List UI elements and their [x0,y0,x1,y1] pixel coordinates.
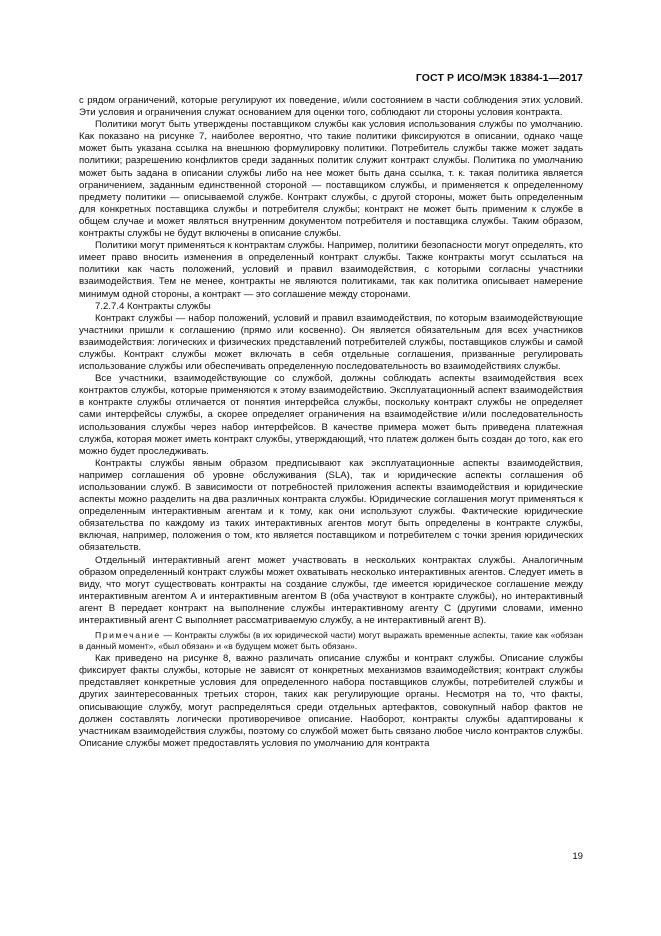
page-number: 19 [572,851,583,862]
body-paragraph: Все участники, взаимодействующие со службой, должны соблюдать аспекты взаимодействия всех контрактов службы, которые применяются к этому взаимодействию. Эксплуатационный аспект взаимодействия в контракте службы отличается от понятия интерфейса службы, поскольку контракт службы не определяет сами интерфейсы службы, а скорее определяет ограничения на взаимодействие и/или последовательность использования службы через набор интерфейсов. В качестве примера может быть приведена платежная служба, которая может иметь контракт службы, утверждающий, что платеж должен быть создан до того, как его можно будет проследживать. [79,373,583,457]
note-paragraph [79,630,583,652]
body-paragraph: с рядом ограничений, которые регулируют их поведение, и/или состоянием в части соблюдения этих условий. Эти условия и ограничения служат основанием для оценки того, соблюдают ли стороны условия контракта. [79,95,583,119]
body-paragraph: Как приведено на рисунке 8, важно различать описание службы и контракт службы. Описание службы фиксирует факты службы, которые не зависят от конкретных механизмов взаимодействия; контракт службы представляет конкретные условия для определенного набора поставщиков службы, потребителей службы и других заинтересованных третьих сторон, таких как регулирующие органы. Несмотря на то, что факты, описывающие службу, могут распределяться среди отдельных артефактов, совокупный набор фактов не должен составлять логически противоречивое описание. Наоборот, контракты службы адаптированы к участникам взаимодействия службы, поэтому со службой может быть связано любое число контрактов службы. Описание службы может предоставлять условия по умолчанию для контракта [79,653,583,749]
body-paragraph: 7.2.7.4 Контракты службы [95,300,211,312]
note-label: Примечание [95,630,161,641]
document-header: ГОСТ Р ИСО/МЭК 18384-1—2017 [415,72,583,84]
note-text: — Контракты службы (в их юридической части) могут выражать временные аспекты, такие как «обязан в данный момент», «был обязан» и «в будущем может быть обязан». [79,630,583,652]
body-paragraph: Политики могут применяться к контрактам службы. Например, политики безопасности могут определять, кто имеет право вносить изменения в определенный контракт службы. Также контракты могут ссылаться на политики как часть положений, условий и правил взаимодействия, с которыми согласны участники взаимодействия. Тем не менее, контракты не являются политиками, так как политика описывает намерение минимум одной стороны, а контракт — это соглашение между сторонами. [79,240,583,300]
body-paragraph: Отдельный интерактивный агент может участвовать в нескольких контрактах службы. Аналогичным образом определенный контракт службы может охватывать несколько интерактивных агентов. Следует иметь в виду, что могут существовать контракты на создание службы, где имеется юридическое соглашение между интерактивным агентом А и интерактивным агентом В (оба участвуют в контракте службы), но интерактивный агент В передает контракт на выполнение службы интерактивному агенту С (другими словами, именно интерактивный агент С выполняет рассматриваемую службу, а не интерактивный агент В). [79,554,583,627]
body-paragraph: Контракты службы явным образом предписывают как эксплуатационные аспекты взаимодействия, например соглашения об уровне обслуживания (SLA), так и юридические аспекты соглашения об использовании служб. В зависимости от потребностей приложения аспекты взаимодействия и юридические аспекты можно разделить на два различных контракта службы. Юридические соглашения могут применяться к определенным интерактивным агентам и к тому, как они используют службы. Фактические юридические обязательства по каждому из таких интерактивных агентов могут быть определены в контракте службы, включая, например, положения о том, кто является поставщиком и потребителем с точки зрения юридических обязательств. [79,457,583,554]
body-paragraph: Контракт службы — набор положений, условий и правил взаимодействия, по которым взаимодействующие участники пришли к соглашению (прямо или косвенно). Он является обязательным для всех участников взаимодействия: логических и физических представлений потребителей службы, поставщиков службы и самой службы. Контракт службы может включать в себя отдельные соглашения, призванные регулировать использование службы или обеспечивать определенную последовательность во взаимодействиях службы. [79,312,583,373]
document-body [79,95,583,750]
body-paragraph: Политики могут быть утверждены поставщиком службы как условия использования службы по умолчанию. Как показано на рисунке 7, наиболее вероятно, что такие политики фиксируются в описании, однако чаще может быть указана ссылка на внешнюю формулировку политики. Потребитель службы также может задать политики; разрешению конфликтов среди заданных политик служит контракт службы. Политика по умолчанию может быть задана в описании службы либо на нее может быть дана ссылка, т. к. такая политика является ограничением, заданным единственной стороной — поставщиком службы, и применяется к определенному предмету политики — описываемой службе. Контракт службы, с другой стороны, может быть определенным для конкретных поставщика службы и потребителя службы; контракт не может быть применим к службе в общем случае и может являться внутренним документом потребителя и поставщика службы. Таким образом, контракты службы не будут включены в описание службы. [79,119,583,240]
